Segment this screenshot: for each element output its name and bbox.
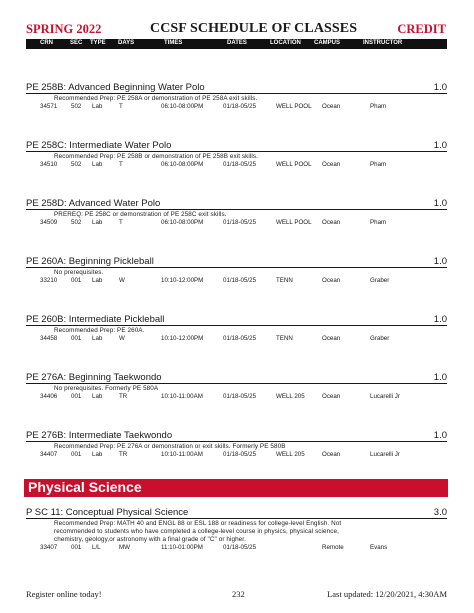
course-rule	[26, 441, 447, 442]
course-rule	[26, 93, 447, 94]
cell-times: 10:10-12:00PM	[161, 335, 204, 342]
page-header	[26, 22, 446, 36]
cell-days: MW	[119, 544, 130, 551]
page-number: 232	[232, 589, 245, 599]
cell-days: W	[119, 335, 125, 342]
course-rule	[26, 267, 447, 268]
cell-campus: Ocean	[322, 103, 341, 110]
course-note: Recommended Prep: PE 276A or demonstration or exit skills. Formerly PE 580B	[54, 443, 286, 450]
course-title: PE 258D: Advanced Water Polo	[26, 198, 161, 209]
cell-dates: 01/18-05/25	[223, 219, 257, 226]
cell-location: WELL 205	[276, 451, 305, 458]
cell-days: T	[119, 161, 123, 168]
cell-days: T	[119, 219, 123, 226]
course-note: Recommended Prep: PE 258A or demonstration of PE 258A exit skills.	[54, 95, 258, 102]
col-days: DAYS	[118, 40, 135, 46]
course-units: 1.0	[433, 372, 447, 383]
cell-sec: 502	[71, 161, 82, 168]
credit-label: CREDIT	[397, 22, 446, 36]
course-note: PREREQ: PE 258C or demonstration of PE 258C exit skills.	[54, 211, 227, 218]
cell-times: 11:10-01:00PM	[161, 544, 203, 551]
course-title: PE 276B: Intermediate Taekwondo	[26, 430, 173, 441]
cell-dates: 01/18-05/25	[223, 544, 257, 551]
cell-instructor: Graber	[370, 277, 390, 284]
cell-times: 10:10-12:00PM	[161, 277, 204, 284]
cell-instructor: Evans	[370, 544, 388, 551]
course-rule	[26, 383, 447, 384]
cell-dates: 01/18-05/25	[223, 393, 257, 400]
course-units: 1.0	[433, 256, 447, 267]
cell-days: W	[119, 277, 125, 284]
cell-crn: 34571	[40, 103, 58, 110]
cell-campus: Ocean	[322, 277, 341, 284]
course-note: recommended to students who have completed a college-level course in physics, physical science,	[54, 528, 339, 535]
cell-days: T	[119, 103, 123, 110]
course-rule	[26, 518, 447, 519]
cell-campus: Ocean	[322, 219, 341, 226]
cell-location: WELL 205	[276, 393, 305, 400]
course-units: 1.0	[433, 430, 447, 441]
course-units: 1.0	[433, 82, 447, 93]
cell-type: L/L	[92, 544, 101, 551]
col-crn: CRN	[40, 40, 53, 46]
cell-sec: 001	[71, 544, 82, 551]
cell-location: WELL POOL	[276, 219, 312, 226]
cell-type: Lab	[92, 451, 103, 458]
col-sec: SEC	[70, 40, 83, 46]
cell-days: TR	[119, 451, 128, 458]
footer-register-text: Register online today!	[26, 589, 102, 599]
cell-sec: 001	[71, 451, 82, 458]
cell-sec: 001	[71, 277, 82, 284]
cell-location: WELL POOL	[276, 161, 312, 168]
cell-type: Lab	[92, 335, 103, 342]
course-note: Recommended Prep: MATH 40 and ENGL 88 or ESL 188 or readiness for college-level English. Not	[54, 520, 342, 527]
course-title: PE 258B: Advanced Beginning Water Polo	[26, 82, 205, 93]
cell-times: 10:10-11:00AM	[161, 393, 203, 400]
cell-dates: 01/18-05/25	[223, 451, 257, 458]
column-header-bar	[26, 39, 447, 49]
cell-instructor: Lucarelli Jr	[370, 451, 400, 458]
page-title: CCSF SCHEDULE OF CLASSES	[150, 21, 358, 36]
course-rule	[26, 151, 447, 152]
cell-instructor: Pham	[370, 161, 387, 168]
cell-instructor: Pham	[370, 219, 387, 226]
cell-crn: 34407	[40, 451, 58, 458]
course-note: Recommended Prep: PE 260A.	[54, 327, 145, 334]
course-title: PE 260B: Intermediate Pickleball	[26, 314, 165, 325]
cell-crn: 34509	[40, 219, 58, 226]
course-title: PE 276A: Beginning Taekwondo	[26, 372, 162, 383]
cell-dates: 01/18-05/25	[223, 103, 257, 110]
course-title: PE 260A: Beginning Pickleball	[26, 256, 154, 267]
cell-dates: 01/18-05/25	[223, 161, 257, 168]
cell-type: Lab	[92, 219, 103, 226]
cell-crn: 33210	[40, 277, 58, 284]
cell-sec: 502	[71, 103, 82, 110]
course-note: chemistry, geology,or astronomy with a final grade of "C" or higher.	[54, 536, 246, 543]
page-footer	[26, 589, 447, 601]
cell-instructor: Lucarelli Jr	[370, 393, 400, 400]
col-campus: CAMPUS	[314, 40, 341, 46]
col-dates: DATES	[227, 40, 247, 46]
cell-type: Lab	[92, 103, 103, 110]
cell-crn: 33407	[40, 544, 58, 551]
cell-type: Lab	[92, 277, 103, 284]
cell-sec: 502	[71, 219, 82, 226]
course-note: No prerequisites. Formerly PE 580A	[54, 385, 159, 392]
cell-crn: 34458	[40, 335, 58, 342]
cell-days: TR	[119, 393, 128, 400]
cell-dates: 01/18-05/25	[223, 335, 257, 342]
cell-times: 06:10-08:00PM	[161, 161, 204, 168]
cell-location: TENN	[276, 277, 293, 284]
cell-instructor: Pham	[370, 103, 387, 110]
col-instructor: INSTRUCTOR	[363, 40, 403, 46]
course-units: 1.0	[433, 198, 447, 209]
cell-type: Lab	[92, 393, 103, 400]
section-title: Physical Science	[28, 479, 142, 495]
course-rule	[26, 325, 447, 326]
col-type: TYPE	[90, 40, 106, 46]
cell-times: 06:10-08:00PM	[161, 219, 204, 226]
term-label: SPRING 2022	[26, 22, 102, 36]
cell-campus: Ocean	[322, 161, 341, 168]
cell-crn: 34510	[40, 161, 58, 168]
col-location: LOCATION	[270, 40, 301, 46]
cell-campus: Remote	[322, 544, 344, 551]
cell-times: 10:10-11:00AM	[161, 451, 203, 458]
cell-sec: 001	[71, 393, 82, 400]
cell-campus: Ocean	[322, 335, 341, 342]
cell-times: 06:10-08:00PM	[161, 103, 204, 110]
cell-instructor: Graber	[370, 335, 390, 342]
last-updated: Last updated: 12/20/2021, 4:30AM	[327, 589, 447, 599]
course-rule	[26, 209, 447, 210]
col-times: TIMES	[164, 40, 183, 46]
course-units: 1.0	[433, 314, 447, 325]
cell-campus: Ocean	[322, 451, 341, 458]
cell-type: Lab	[92, 161, 103, 168]
section-header	[24, 479, 448, 497]
course-title: PE 258C: Intermediate Water Polo	[26, 140, 172, 151]
course-note: Recommended Prep: PE 258B or demonstration of PE 258B exit skills.	[54, 153, 259, 160]
course-units: 3.0	[433, 507, 447, 518]
course-units: 1.0	[433, 140, 447, 151]
cell-sec: 001	[71, 335, 82, 342]
course-title: P SC 11: Conceptual Physical Science	[26, 507, 189, 518]
cell-dates: 01/18-05/25	[223, 277, 257, 284]
cell-location: TENN	[276, 335, 293, 342]
course-note: No prerequisites.	[54, 269, 104, 276]
cell-location: WELL POOL	[276, 103, 312, 110]
cell-crn: 34406	[40, 393, 58, 400]
cell-campus: Ocean	[322, 393, 341, 400]
